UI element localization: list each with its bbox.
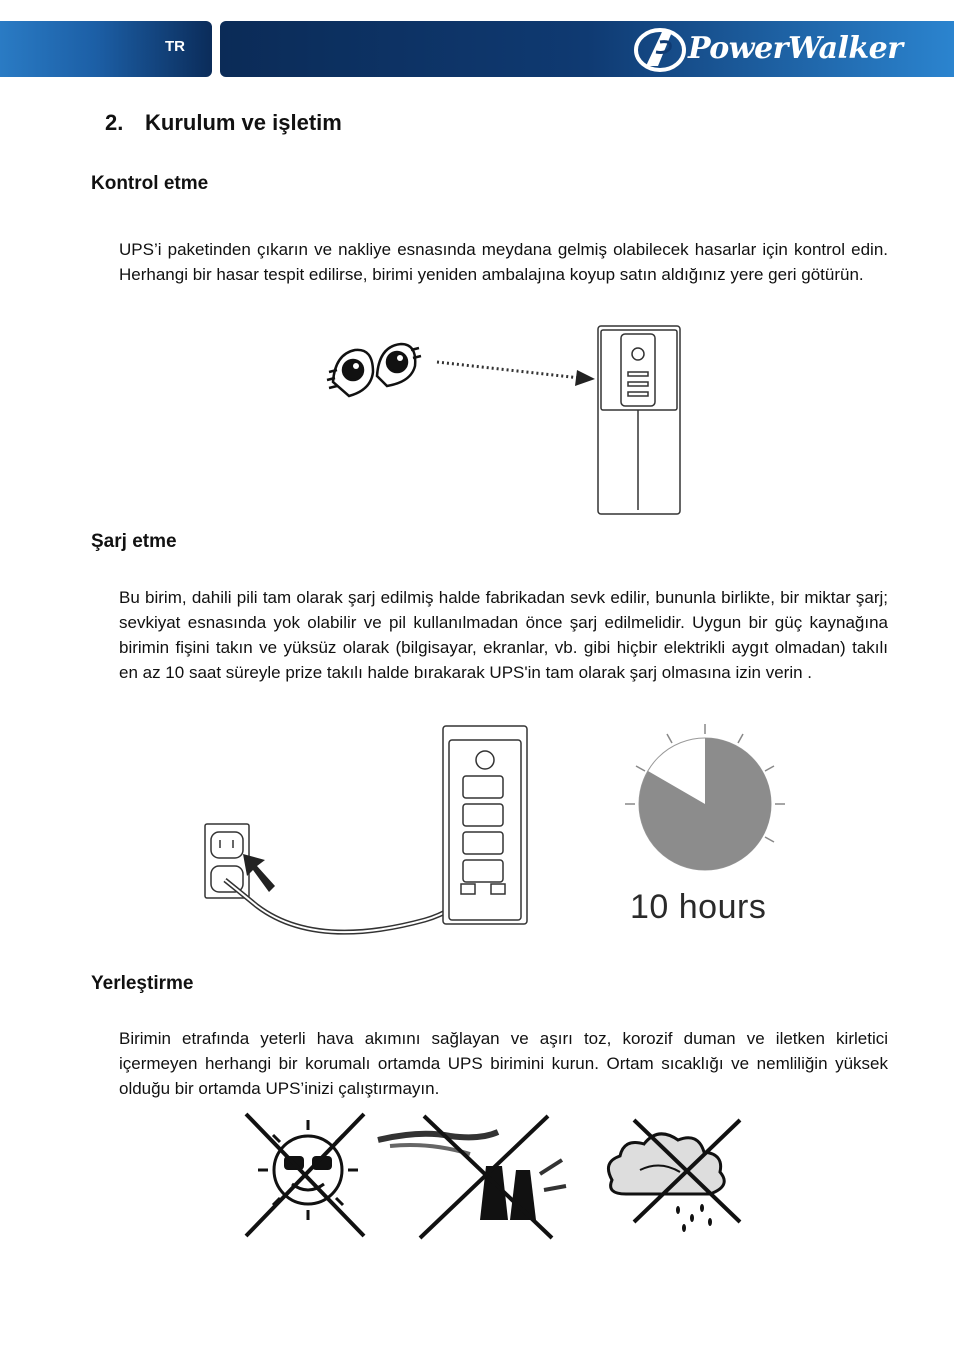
inspection-heading: Kontrol etme — [91, 173, 209, 194]
placement-illustration — [240, 1110, 770, 1245]
inspection-illustration — [325, 320, 685, 520]
section-title-text: Kurulum ve işletim — [145, 110, 342, 135]
clock-hours-label: 10 hours — [630, 888, 767, 926]
no-smoke-icon — [378, 1116, 566, 1238]
no-rain-icon — [608, 1120, 740, 1232]
placement-heading: Yerleştirme — [91, 973, 194, 994]
arrow-head-icon — [575, 370, 595, 386]
dotted-arrow-line — [437, 362, 580, 378]
placement-paragraph: Birimin etrafında yeterli hava akımını sağlayan ve aşırı toz, korozif duman ve iletken kirletici içermeyen herhangi bir korumalı ortamda UPS birimini kurun. Ortam sıcaklığı ve nemliliğin yüksek olduğu bir ortamda UPS’inizi çalıştırmayın. — [119, 1029, 888, 1098]
section-title — [105, 110, 342, 136]
charging-paragraph: Bu birim, dahili pili tam olarak şarj edilmiş halde fabrikadan sevk edilir, bununla birlikte, bir miktar şarj; sevkiyat esnasında yok olabilir ve pil kullanılmadan önce şarj edilmelidir. Uygun bir güç kaynağına birimin fişini takın ve yüksüz olarak (bilgisayar, ekranlar, vb. gibi hiçbir elektrikli aygıt olmadan) takılı en az 10 saat süreyle prize takılı halde bırakarak UPS'in tam olarak şarj olmasına izin verin . — [119, 588, 888, 682]
inspection-paragraph: UPS’i paketinden çıkarın ve nakliye esnasında meydana gelmiş olabilecek hasarlar için kontrol edin. Herhangi bir hasar tespit edilirse, birimi yeniden ambalajına koyup satın aldığınız yere geri götürün. — [119, 240, 888, 284]
clock-icon — [625, 724, 785, 870]
language-label: TR — [165, 38, 185, 55]
wall-outlet-icon — [205, 824, 249, 898]
no-sun-icon — [246, 1114, 364, 1236]
section-number: 2. — [105, 110, 124, 135]
brand-name: PowerWalker — [688, 31, 903, 66]
charging-heading: Şarj etme — [91, 531, 177, 552]
ups-front-icon — [598, 326, 680, 514]
eyes-icon — [327, 344, 421, 396]
ups-rear-icon — [443, 726, 527, 924]
